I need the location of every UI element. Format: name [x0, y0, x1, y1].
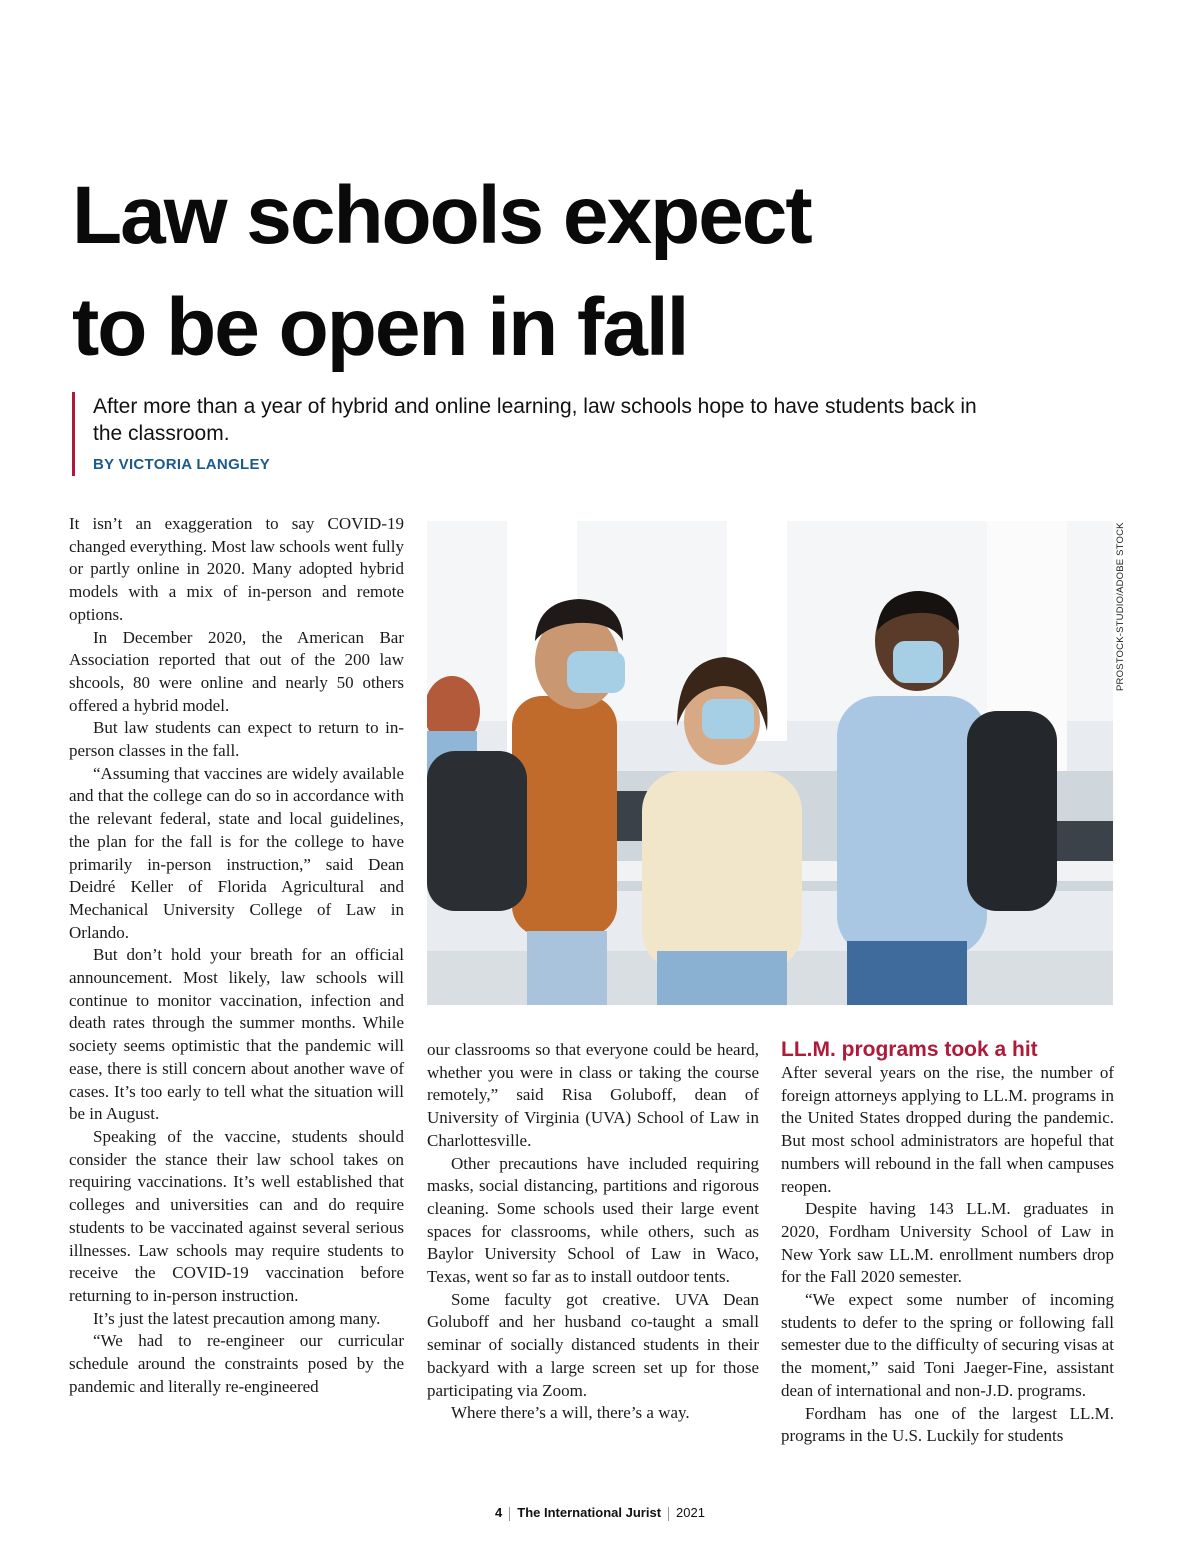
paragraph: But law students can expect to return to in-person classes in the fall. — [69, 718, 404, 761]
paragraph: Some faculty got creative. UVA Dean Goluboff and her husband co-taught a small seminar of socially distanced students in their backyard with a large screen set up for those participating via Zoom. — [427, 1289, 759, 1400]
footer-divider — [668, 1507, 669, 1521]
headline-line-1: Law schools expect — [72, 170, 811, 261]
paragraph: Other precautions have included requiring masks, social distancing, partitions and rigorous cleaning. Some schools used their large event spaces for classrooms, while others, such as Baylor University School of Law in Waco, Texas, went so far as to install outdoor tents. — [427, 1153, 759, 1287]
students-photo — [427, 521, 1113, 1005]
students-illustration — [427, 521, 1113, 1005]
paragraph: our classrooms so that everyone could be heard, whether you were in class or taking the course remotely,” said Risa Goluboff, dean of University of Virginia (UVA) School of Law in Charlottesville. — [427, 1040, 759, 1150]
deck-accent-bar — [72, 392, 75, 476]
article-column-2 — [427, 1039, 759, 1425]
headline-line-2: to be open in fall — [72, 282, 688, 373]
page-footer — [0, 1505, 1200, 1521]
paragraph: In December 2020, the American Bar Association reported that out of the 200 law shcools, 80 were online and nearly 50 others offered a hybrid model. — [69, 627, 404, 715]
paragraph: It’s just the latest precaution among many. — [93, 1308, 381, 1328]
deck-summary: After more than a year of hybrid and online learning, law schools hope to have students back in the classroom. — [93, 395, 977, 445]
paragraph: Where there’s a will, there’s a way. — [451, 1403, 690, 1423]
paragraph: “We expect some number of incoming students to defer to the spring or following fall semester due to the difficulty of securing visas at the moment,” said Toni Jaeger-Fine, assistant dean of international and non-J.D. programs. — [781, 1290, 1114, 1400]
article-column-3 — [781, 1062, 1114, 1448]
footer-divider — [509, 1507, 510, 1521]
headline — [72, 160, 972, 384]
page-number: 4 — [495, 1505, 503, 1520]
paragraph: “Assuming that vaccines are widely available and that the college can do so in accordance with the relevant federal, state and local guidelines, the plan for the fall is for the college to have primarily in-person instruction,” said Dean Deidré Keller of Florida Agricultural and Mechanical University College of Law in Orlando. — [69, 763, 404, 942]
paragraph: It isn’t an exaggeration to say COVID-19 changed everything. Most law schools went fully or partly online in 2020. Many adopted hybrid models with a mix of in-person and remote options. — [69, 514, 404, 624]
paragraph: Speaking of the vaccine, students should consider the stance their law school takes on requiring vaccinations. It’s well established that colleges and universities can and do require students to be vaccinated against several serious illnesses. Law schools may require students to receive the COVID-19 vaccination before returning to in-person instruction. — [69, 1126, 404, 1305]
article-column-1 — [69, 513, 404, 1398]
paragraph: Fordham has one of the largest LL.M. programs in the U.S. Luckily for students — [781, 1403, 1114, 1446]
paragraph: “We had to re-engineer our curricular schedule around the constraints posed by the pandemic and literally re-engineered — [69, 1331, 404, 1396]
paragraph: But don’t hold your breath for an official announcement. Most likely, law schools will continue to monitor vaccination, infection and death rates through the summer months. While society seems optimistic that the pandemic will ease, there is still concern about another wave of cases. It’s too early to tell what the situation will be in August. — [69, 945, 404, 1124]
publication-name: The International Jurist — [517, 1505, 662, 1520]
byline: BY VICTORIA LANGLEY — [93, 456, 271, 473]
issue-year: 2021 — [676, 1505, 705, 1520]
section-subhead: LL.M. programs took a hit — [781, 1038, 1038, 1061]
paragraph: After several years on the rise, the number of foreign attorneys applying to LL.M. programs in the United States dropped during the pandemic. But most school administrators are hopeful that numbers will rebound in the fall when campuses reopen. — [781, 1063, 1114, 1196]
paragraph: Despite having 143 LL.M. graduates in 2020, Fordham University School of Law in New York saw LL.M. enrollment numbers drop for the Fall 2020 semester. — [781, 1199, 1114, 1287]
photo-credit: PROSTOCK-STUDIO/ADOBE STOCK — [1115, 522, 1126, 691]
